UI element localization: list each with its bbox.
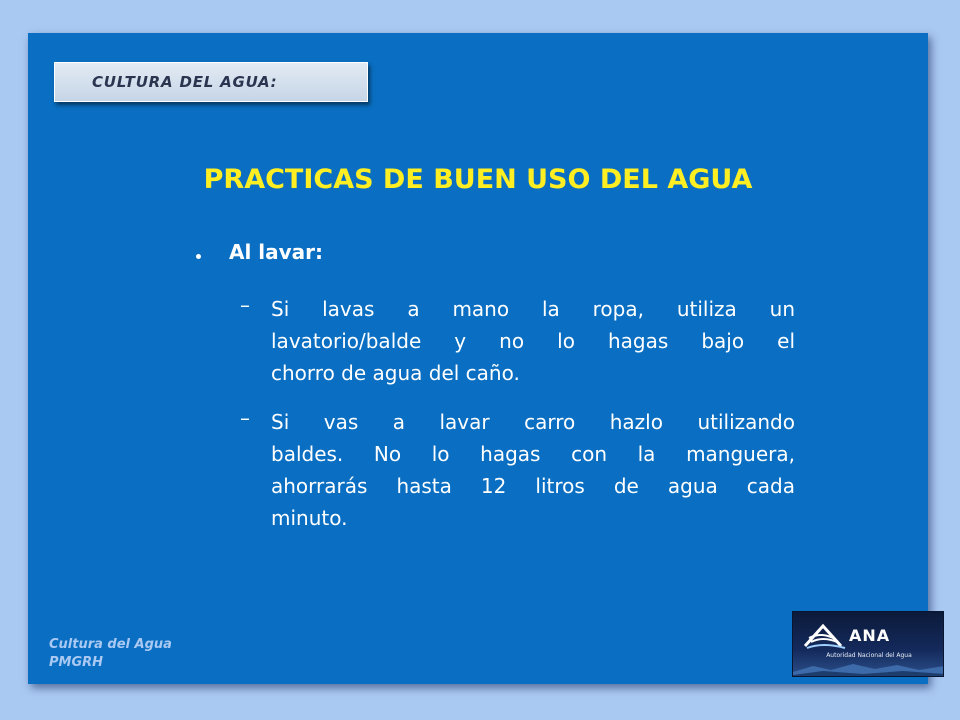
ana-logo (792, 611, 944, 677)
sub-item-text (271, 293, 795, 389)
sub-item-dash: – (240, 293, 250, 317)
logo-subtitle: Autoridad Nacional del Agua (826, 652, 912, 659)
sub-item-line: baldes. No lo hagas con la manguera, (271, 442, 795, 466)
sub-item-line: lavatorio/balde y no lo hagas bajo el (271, 329, 795, 353)
footer-line-2: PMGRH (49, 655, 104, 670)
sub-item-line: Si lavas a mano la ropa, utiliza un (271, 297, 795, 321)
bullet-dot-icon (196, 254, 201, 259)
sub-item-line: minuto. (271, 506, 348, 530)
header-tab (54, 62, 368, 102)
footer-line-1: Cultura del Agua (49, 637, 172, 652)
footer-text (49, 636, 172, 672)
ana-wave-logo-icon (801, 620, 851, 656)
header-label: CULTURA DEL AGUA: (92, 73, 278, 91)
sub-item-text (271, 406, 795, 534)
sub-item-line: ahorrarás hasta 12 litros de agua cada (271, 474, 795, 498)
logo-name: ANA (849, 626, 891, 645)
slide-title: PRACTICAS DE BUEN USO DEL AGUA (203, 164, 753, 195)
slide (28, 33, 928, 684)
bullet-text: Al lavar: (229, 240, 324, 264)
logo-landscape-icon (793, 660, 944, 677)
sub-item-dash: – (240, 406, 250, 430)
sub-item-line: Si vas a lavar carro hazlo utilizando (271, 410, 795, 434)
sub-item-line: chorro de agua del caño. (271, 361, 520, 385)
